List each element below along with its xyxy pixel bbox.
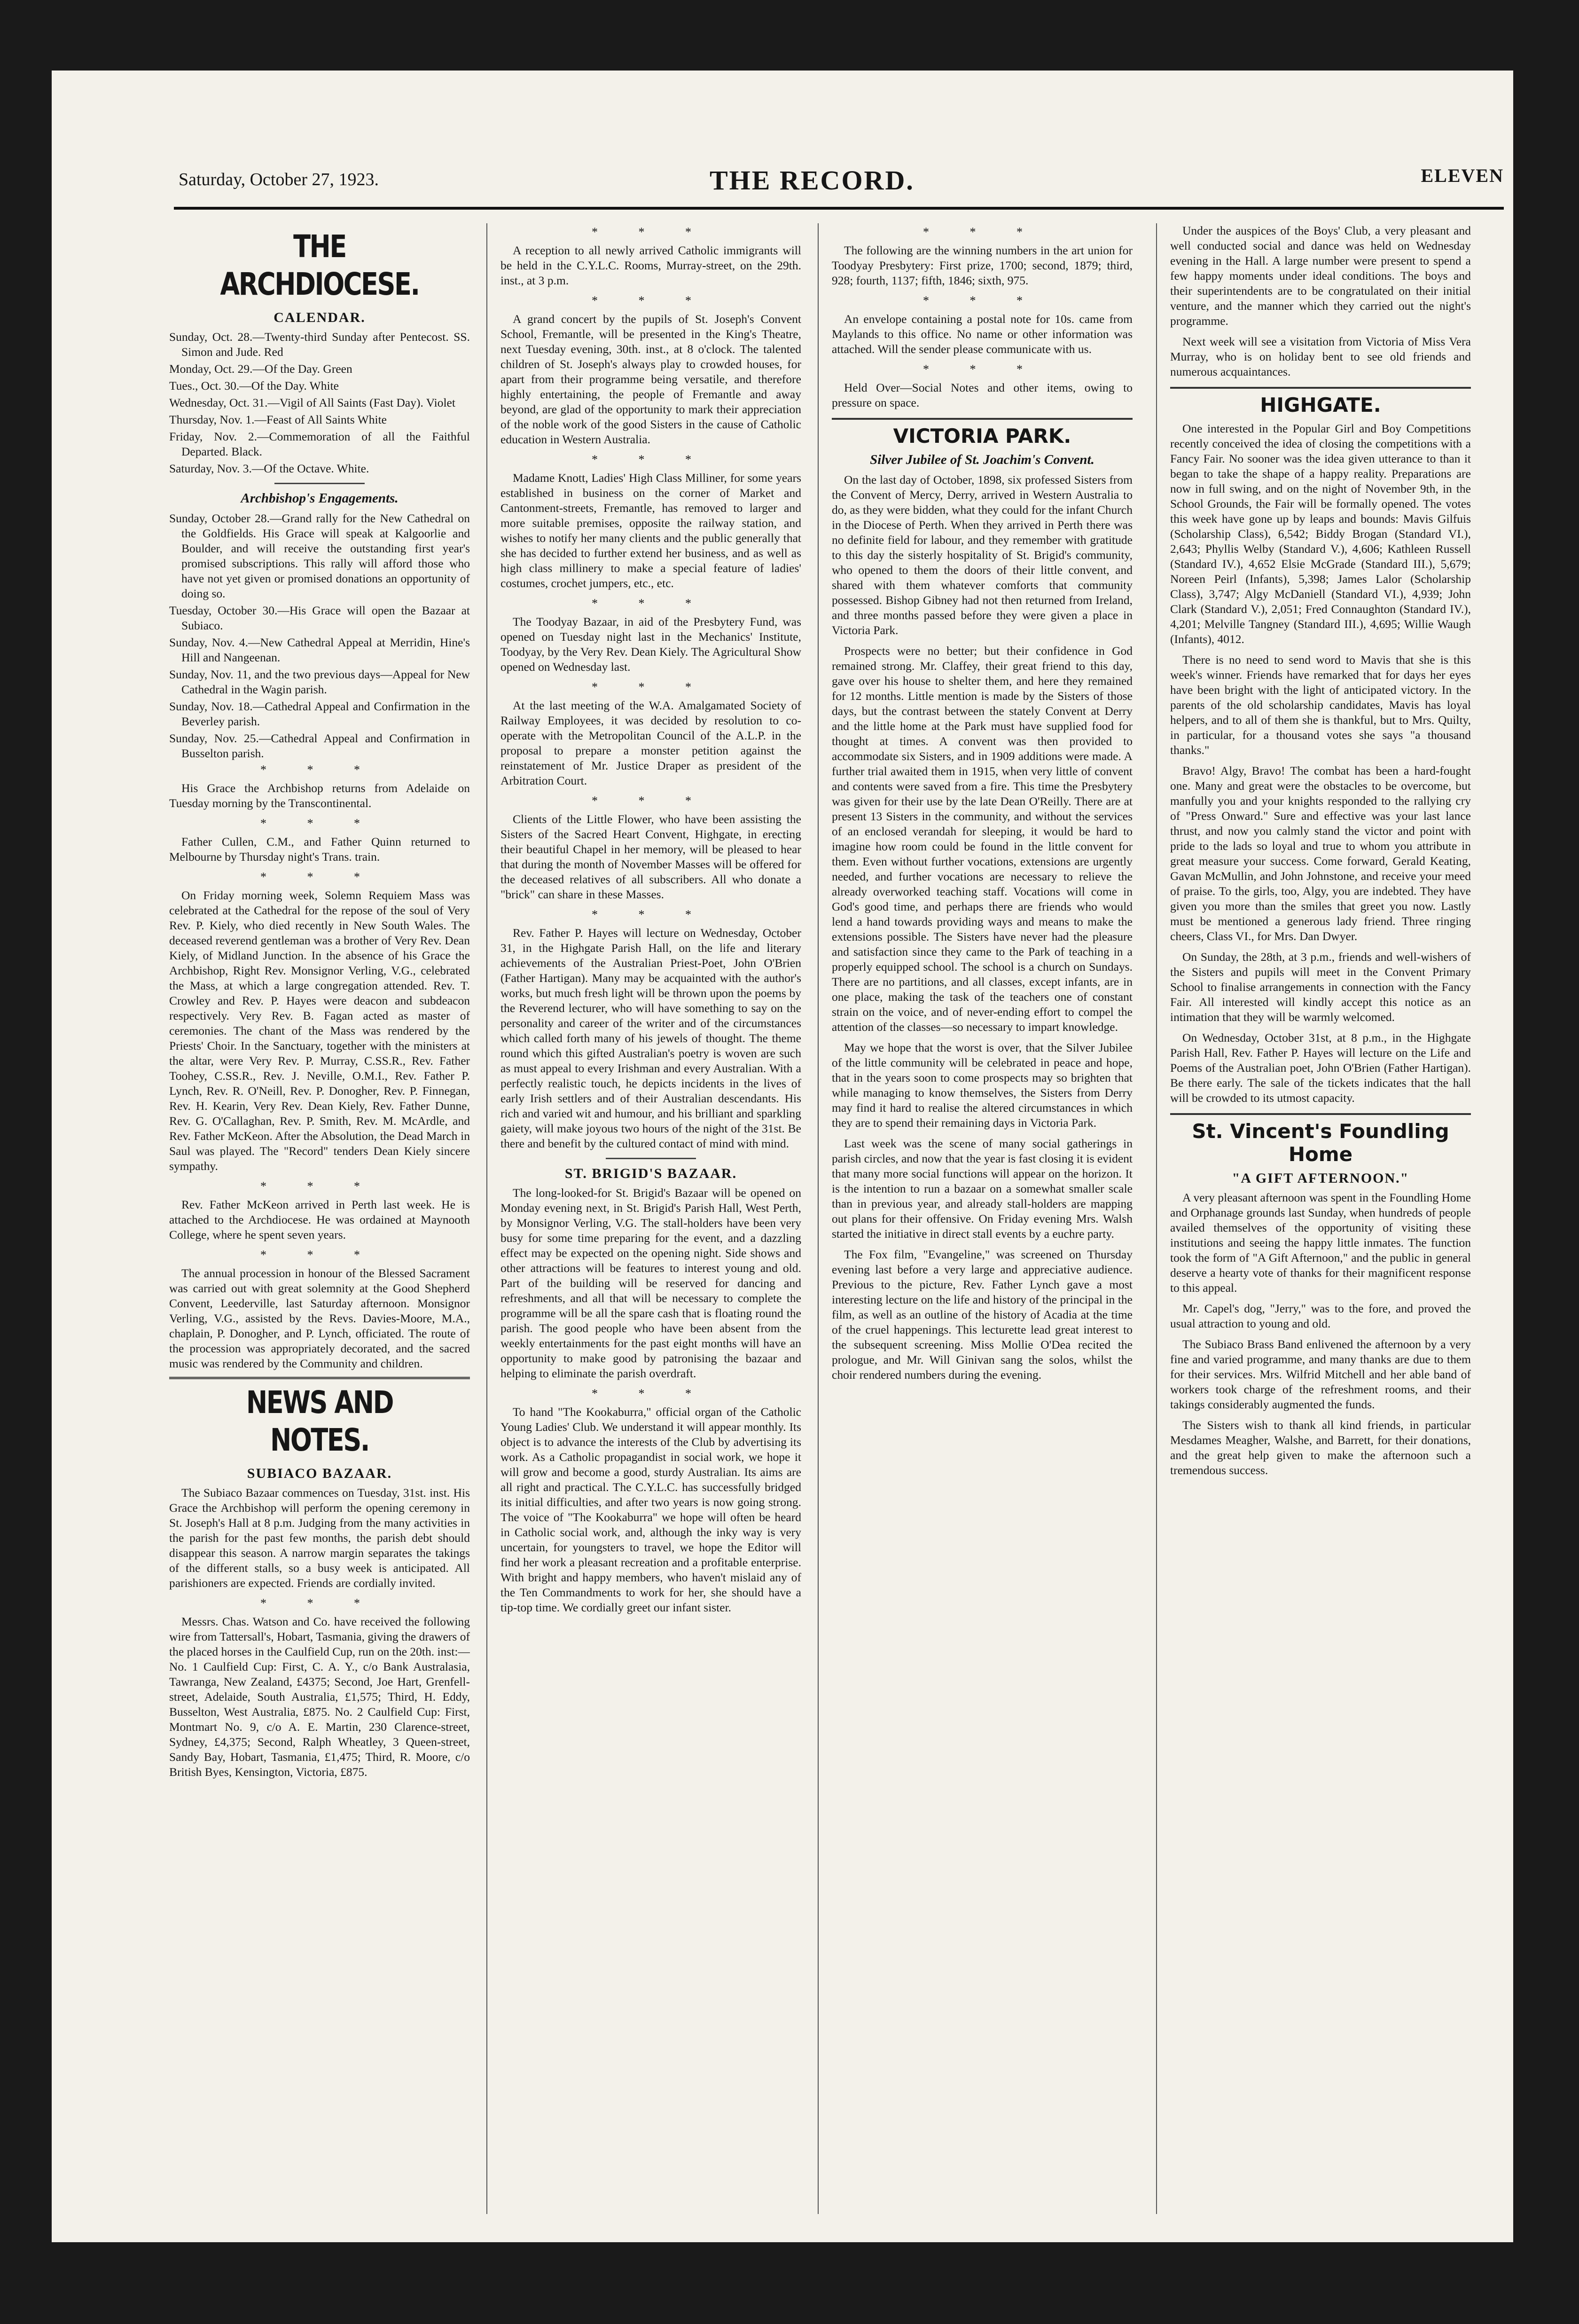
news-heading: NEWS AND NOTES. bbox=[246, 1384, 393, 1458]
newspaper-title: THE RECORD. bbox=[710, 165, 915, 196]
highgate-heading: HIGHGATE. bbox=[1170, 387, 1471, 416]
news-paragraph: Rev. Father P. Hayes will lecture on Wednesday, October 31, in the Highgate Parish Hall, on the life and literary achievements of the Australian Priest-Poet, John O'Brien (Father Hartigan). Many may be acquainted with the author's works, but much fresh light will be thrown upon the poems by the Reverend lecturer, who will have something to say on the personality and career of the writer and of the circumstances which called forth many of his jewels of thought. The theme round which this gifted Australian's poetry is woven are such as must appeal to every Irishman and every Australian. With a perfectly realistic touch, he depicts incidents in the lives of early Irish settlers and of their Australian descendants. His rich and varied wit and humour, and his brilliant and sparkling gaiety, will make joyous two hours of the night of the 31st. Be there and benefit by the cultured contact of mind with mind. bbox=[500, 926, 801, 1150]
subiaco-heading: SUBIACO BAZAAR. bbox=[247, 1466, 392, 1481]
calendar-heading: CALENDAR. bbox=[274, 310, 366, 325]
archdiocese-paragraph: On Friday morning week, Solemn Requiem Mass was celebrated at the Cathedral for the repose of the soul of Very Rev. P. Kiely, who died recently in New South Wales. The deceased reverend gentleman was a brother of Very Rev. Dean Kiely, of Midland Junction. In the absence of his Grace the Archbishop, Right Rev. Monsignor Verling, V.G., celebrated the Mass, at which a large congregation attended. Rev. T. Crowley and Rev. P. Hayes were deacon and subdeacon respectively. Very Rev. B. Fagan acted as master of ceremonies. The chant of the Mass was rendered by the Priests' Choir. In the Sanctuary, together with the ministers at the altar, were Very Rev. P. Murray, C.SS.R., Rev. Father Toohey, C.SS.R., Rev. J. Neville, O.M.I., Rev. Father P. Lynch, Rev. R. O'Neill, Rev. P. Donogher, Rev. P. Finnegan, Rev. H. Kearin, Very Rev. Dean Kiely, Rev. Father Dunne, Rev. G. O'Callaghan, Rev. P. Smith, Rev. M. McArdle, and Rev. Father McKeon. After the Absolution, the Dead March in Saul was played. The "Record" tenders Dean Kiely sincere sympathy. bbox=[169, 888, 470, 1173]
foundling-paragraph: A very pleasant afternoon was spent in the Foundling Home and Orphanage grounds last Sunday, when hundreds of people availed themselves of the opportunity of visiting these institutions and seeing the happy little inmates. The function took the form of "A Gift Afternoon," and the public in general deserve a hearty vote of thanks for their magnificent response to this appeal. bbox=[1170, 1191, 1471, 1295]
news-paragraph: The long-looked-for St. Brigid's Bazaar will be opened on Monday evening next, in St. Brigid's Parish Hall, West Perth, by Monsignor Verling, V.G. The stall-holders have been very busy for some time preparing for the event, and a dazzling effect may be expected on the opening night. Side shows and other attractions will be features to interest young and old. Part of the building will be reserved for dancing and refreshments, and all that will be necessary to complete the programme will be all the spare cash that is floating round the parish. The good people who have been absent from the weekly entertainments for the past eight months will have an opportunity to make good by patronising the bazaar and helping to eliminate the parish overdraft. bbox=[500, 1186, 801, 1380]
foundling-paragraph: The Subiaco Brass Band enlivened the afternoon by a very fine and varied programme, and many thanks are due to them for their services. Mrs. Wilfrid Mitchell and her able band of workers took charge of the refreshment rooms, and their takings considerably augmented the funds. bbox=[1170, 1337, 1471, 1411]
victoria-park-paragraph: Under the auspices of the Boys' Club, a very pleasant and well conducted social and dance was held on Wednesday evening in the Hall. A large number were present to spend a few happy moments under ideal conditions. The boys and their superintendents are to be congratulated on their initial venture, and the manner which they carried out the night's programme. bbox=[1170, 224, 1471, 328]
engagement-entry: Sunday, Nov. 25.—Cathedral Appeal and Confirmation in Busselton parish. bbox=[169, 731, 470, 760]
victoria-park-paragraph: Prospects were no better; but their confidence in God remained strong. Mr. Claffey, their great friend to this day, gave over his house to shelter them, and here they remained for 12 months. Little mention is made by the Sisters of those days, but the contrast between the stately Convent at Derry and the little home at the Park must have supplied food for thought at times. A convent was then provided to accommodate six Sisters, and in 1909 additions were made. A further trial awaited them in 1915, when very little of convent and contents were saved from a fire. This time the Presbytery was given for their use by the late Dean O'Reilly. There are at present 13 Sisters in the community, and without the services of an enclosed verandah for sleeping, it would be hard to imagine how room could be found in the little convent for them. Even without further vocations, extensions are urgently needed, and further vocations are necessary to relieve the already overworked teaching staff. Vocations will come in God's good time, and perhaps there are friends who would lend a hand towards providing ways and means to make the extensions possible. The Sisters have never had the pleasure and satisfaction since they came to the Park of teaching in a properly equipped school. The school is a church on Sundays. There are no partitions, and all classes, except infants, are in one place, making the task of the teachers one of constant strain on the voice, and of never-ending effort to compel the attention of the classes—so necessary to impart knowledge. bbox=[832, 644, 1133, 1034]
news-paragraph: The Subiaco Bazaar commences on Tuesday, 31st. inst. His Grace the Archbishop will perform the opening ceremony in St. Joseph's Hall at 8 p.m. Judging from the many activities in the parish for the past few months, the parish debt should disappear this season. A narrow margin separates the takings of the different stalls, so a busy week is anticipated. All parishioners are expected. Friends are cordially invited. bbox=[169, 1486, 470, 1590]
page-number: ELEVEN bbox=[1421, 165, 1504, 186]
news-paragraph: A grand concert by the pupils of St. Joseph's Convent School, Fremantle, will be presented in the King's Theatre, next Tuesday evening, 30th. inst., at 8 o'clock. The talented children of St. Joseph's always play to crowded houses, for apart from their programme being versatile, and therefore highly entertaining, the people of Fremantle and away beyond, are glad of the opportunity to mark their appreciation of the noble work of the good Sisters in the cause of Catholic education in Western Australia. bbox=[500, 312, 801, 446]
news-paragraph: Clients of the Little Flower, who have been assisting the Sisters of the Sacred Heart Convent, Highgate, in erecting their beautiful Chapel in her memory, will be pleased to hear that during the month of November Masses will be offered for the deceased relatives of all subscribers. All who donate a "brick" can share in these Masses. bbox=[500, 812, 801, 901]
victoria-park-heading: VICTORIA PARK. bbox=[832, 418, 1133, 448]
highgate-paragraph: Bravo! Algy, Bravo! The combat has been a hard-fought one. Many and great were the obstacles to be overcome, but manfully you and your knights responded to the rallying cry of "Press Onward." Sure and effective was your last lance thrust, and now you calmly stand the victor and point with pride to the lads so loyal and true to whom you attribute in great measure your success. Come forward, Gerald Keating, Gavan McMullin, and John Johnstone, and receive your meed of praise. To the girls, too, Algy, you are indebted. They have given you more than the smiles that greet you now. Lastly must be mentioned a generous lady friend. Three ringing cheers, Class VI., for Mrs. Dan Dwyer. bbox=[1170, 764, 1471, 943]
calendar-entry: Sunday, Oct. 28.—Twenty-third Sunday after Pentecost. SS. Simon and Jude. Red bbox=[169, 330, 470, 359]
separator-stars: * * * bbox=[260, 817, 379, 830]
separator-stars: * * * bbox=[592, 225, 710, 239]
separator-stars: * * * bbox=[923, 362, 1041, 376]
engagement-entry: Tuesday, October 30.—His Grace will open the Bazaar at Subiaco. bbox=[169, 604, 470, 632]
news-paragraph: To hand "The Kookaburra," official organ of the Catholic Young Ladies' Club. We understand it will appear monthly. Its object is to advance the interests of the Club by advertising its work. As a Catholic propagandist in social work, we hope it will grow and become a good, sturdy Australian. Its aims are all right and practical. The C.Y.L.C. has successfully bridged its initial difficulties, and after two years is now going strong. The voice of "The Kookaburra" we hope will often be heard in Catholic social work, and, although the inky way is very uncertain, for youngsters to travel, we hope the Editor will find her work a pleasant recreation and a profitable enterprise. With bright and happy members, who haven't mislaid any of the Ten Commandments to work for her, she should have a tip-top time. We cordially greet our infant sister. bbox=[500, 1405, 801, 1614]
column-divider bbox=[1156, 223, 1157, 2214]
archdiocese-paragraph: Rev. Father McKeon arrived in Perth last week. He is attached to the Archdiocese. He was ordained at Maynooth College, where he spent seven years. bbox=[169, 1198, 470, 1241]
separator-stars: * * * bbox=[592, 908, 710, 921]
calendar-entry: Friday, Nov. 2.—Commemoration of all the Faithful Departed. Black. bbox=[169, 430, 470, 458]
column-4 bbox=[1170, 223, 1471, 2223]
news-paragraph: The following are the winning numbers in the art union for Toodyay Presbytery: First prize, 1700; second, 1879; third, 928; fourth, 1137; fifth, 1846; sixth, 975. bbox=[832, 243, 1133, 287]
masthead bbox=[52, 71, 1513, 216]
separator-stars: * * * bbox=[260, 763, 379, 777]
highgate-paragraph: There is no need to send word to Mavis that she is this week's winner. Friends have remarked that for days her eyes have been bright with the light of anticipated victory. In the parents of the old scholarship candidates, Mavis has loyal helpers, and to all of them she is thankful, but to Mrs. Quilty, in particular, for a thousand votes she says "a thousand thanks." bbox=[1170, 653, 1471, 757]
calendar-entry: Thursday, Nov. 1.—Feast of All Saints White bbox=[169, 413, 387, 426]
separator-stars: * * * bbox=[923, 294, 1041, 307]
calendar-entry: Tues., Oct. 30.—Of the Day. White bbox=[169, 379, 339, 393]
news-paragraph: A reception to all newly arrived Catholic immigrants will be held in the C.Y.L.C. Rooms, Murray-street, on the 29th. inst., at 3 p.m. bbox=[500, 243, 801, 287]
column-1 bbox=[169, 223, 470, 2223]
separator-stars: * * * bbox=[592, 680, 710, 694]
foundling-heading: St. Vincent's Foundling Home bbox=[1170, 1113, 1471, 1166]
news-paragraph: Messrs. Chas. Watson and Co. have received the following wire from Tattersall's, Hobart, Tasmania, giving the drawers of the placed horses in the Caulfield Cup, run on the 20th. inst:— No. 1 Caulfield Cup: First, C. A. Y., c/o Bank Australasia, Tawranga, New Zealand, £4375; Second, Joe Hart, Grenfell-street, Adelaide, South Australia, £1,575; Third, H. Eddy, Busselton, West Australia, £875. No. 2 Caulfield Cup: First, Montmart No. 9, c/o A. E. Martin, 230 Clarence-street, Sydney, £4,375; Second, Ralph Wheatley, 3 Queen-street, Sandy Bay, Hobart, Tasmania, £1,475; Third, R. Moore, c/o British Byes, Kensington, Victoria, £875. bbox=[169, 1615, 470, 1779]
column-2 bbox=[500, 223, 801, 2223]
news-paragraph: Held Over—Social Notes and other items, owing to pressure on space. bbox=[832, 381, 1133, 409]
column-divider bbox=[486, 223, 487, 2214]
victoria-park-paragraph: On the last day of October, 1898, six professed Sisters from the Convent of Mercy, Derry, arrived in Western Australia to do, as they were bidden, what they could for the infant Church in the Diocese of Perth. When they arrived in Perth there was no definite field for labour, and they remember with gratitude to this day the sisterly hospitality of St. Brigid's community, who opened to them the doors of their little convent, and shared with them whatever comforts that community possessed. Bishop Gibney had not then returned from Ireland, and three months passed before they were given a place in Victoria Park. bbox=[832, 473, 1133, 637]
engagement-entry: Sunday, Nov. 11, and the two previous days—Appeal for New Cathedral in the Wagin parish. bbox=[169, 667, 470, 696]
archdiocese-paragraph: The annual procession in honour of the Blessed Sacrament was carried out with great solemnity at the Good Shepherd Convent, Leederville, last Saturday afternoon. Monsignor Verling, V.G., assisted by the Revs. Davies-Moore, M.A., chaplain, P. Donogher, and P. Lynch, officiated. The route of the procession was appropriately decorated, and the sacred music was rendered by the Community and children. bbox=[169, 1266, 470, 1370]
separator-stars: * * * bbox=[260, 870, 379, 884]
brigid-heading: ST. BRIGID'S BAZAAR. bbox=[564, 1166, 737, 1181]
separator-stars: * * * bbox=[592, 794, 710, 808]
separator-stars: * * * bbox=[592, 294, 710, 307]
newspaper-page bbox=[52, 71, 1513, 2242]
victoria-park-paragraph: Last week was the scene of many social gatherings in parish circles, and now that the year is fast closing it is evident that many more social functions will appear on the horizon. It is the intention to run a bazaar on a somewhat smaller scale than in previous year, and already stall-holders are mapping out plans for their offensive. On Friday evening Mrs. Walsh started the initiative in direct stall events by a euchre party. bbox=[832, 1137, 1133, 1241]
section-rule bbox=[274, 483, 365, 484]
separator-stars: * * * bbox=[592, 1387, 710, 1400]
section-rule bbox=[169, 1377, 470, 1379]
section-rule bbox=[606, 1158, 696, 1159]
foundling-paragraph: The Sisters wish to thank all kind friends, in particular Mesdames Meagher, Walshe, and Barrett, for their donations, and the great help given to make the afternoon such a tremendous success. bbox=[1170, 1418, 1471, 1477]
calendar-entry: Monday, Oct. 29.—Of the Day. Green bbox=[169, 362, 352, 376]
victoria-park-paragraph: Next week will see a visitation from Victoria of Miss Vera Murray, who is on holiday bent to see old friends and numerous acquaintances. bbox=[1170, 335, 1471, 378]
foundling-subheading: "A GIFT AFTERNOON." bbox=[1232, 1170, 1409, 1186]
victoria-park-paragraph: The Fox film, "Evangeline," was screened on Thursday evening last before a very large and appreciative audience. Previous to the picture, Rev. Father Lynch gave a most interesting lecture on the life and history of the principal in the film, as well as an outline of the history of Acadia at the time of the cruel happenings. This lecturette lead great interest to the subsequent screening. Miss Mollie O'Dea recited the prologue, and Mr. Will Ginivan sang the solos, whilst the choir rendered numbers during the evening. bbox=[832, 1248, 1133, 1382]
archdiocese-heading: THE ARCHDIOCESE. bbox=[220, 228, 419, 302]
news-paragraph: At the last meeting of the W.A. Amalgamated Society of Railway Employees, it was decided by resolution to co-operate with the Metropolitan Council of the A.L.P. in the proposal to prepare a monster petition against the reinstatement of Mr. Justice Draper as president of the Arbitration Court. bbox=[500, 699, 801, 787]
highgate-paragraph: On Wednesday, October 31st, at 8 p.m., in the Highgate Parish Hall, Rev. Father P. Hayes will lecture on the Life and Poems of the Australian poet, John O'Brien (Father Hartigan). Be there early. The sale of the tickets indicates that the hall will be crowded to its utmost capacity. bbox=[1170, 1031, 1471, 1105]
archdiocese-paragraph: His Grace the Archbishop returns from Adelaide on Tuesday morning by the Transcontinental. bbox=[169, 781, 470, 810]
masthead-rule bbox=[174, 207, 1504, 210]
separator-stars: * * * bbox=[260, 1179, 379, 1193]
engagements-heading: Archbishop's Engagements. bbox=[241, 491, 399, 506]
archdiocese-paragraph: Father Cullen, C.M., and Father Quinn returned to Melbourne by Thursday night's Trans. train. bbox=[169, 835, 470, 864]
column-divider bbox=[818, 223, 819, 2214]
separator-stars: * * * bbox=[260, 1596, 379, 1610]
separator-stars: * * * bbox=[923, 225, 1041, 239]
victoria-park-paragraph: May we hope that the worst is over, that the Silver Jubilee of the little community will be celebrated in peace and hope, that in the years soon to come prospects may so brighten that while managing to know themselves, the Sisters from Derry may find it hard to realise the altered circumstances in which they are to spend their remaining days in Victoria Park. bbox=[832, 1041, 1133, 1130]
highgate-paragraph: On Sunday, the 28th, at 3 p.m., friends and well-wishers of the Sisters and pupils will meet in the Convent Primary School to finalise arrangements in connection with the Fancy Fair. All interested will kindly accept this notice as an intimation that they will be warmly welcomed. bbox=[1170, 950, 1471, 1024]
calendar-entry: Wednesday, Oct. 31.—Vigil of All Saints (Fast Day). Violet bbox=[169, 396, 455, 409]
highgate-paragraph: One interested in the Popular Girl and Boy Competitions recently conceived the idea of closing the competitions with a Fancy Fair. No sooner was the idea given utterance to than it began to take the shape of a happy reality. Preparations are now in full swing, and on the night of November 9th, in the School Grounds, the Fair will be formally opened. The votes this week have gone up by leaps and bounds: Mavis Gilfuis (Scholarship Class), 6,542; Biddy Brogan (Standard VI.), 2,643; Phyllis Welby (Standard V.), 4,606; Kathleen Russell (Standard IV.), 4,652 Elsie McGrade (Standard III.), 5,679; Noreen Peirl (Infants), 5,398; James Lalor (Scholarship Class), 3,747; Algy McDaniell (Standard VI.), 4,939; John Clark (Standard V.), 2,051; Fred Connaughton (Standard IV.), 4,201; Melville Tangney (Standard III.), 4,695; Willie Waugh (Infants), 4012. bbox=[1170, 422, 1471, 646]
news-paragraph: An envelope containing a postal note for 10s. came from Maylands to this office. No name or other information was attached. Will the sender please communicate with us. bbox=[832, 312, 1133, 356]
separator-stars: * * * bbox=[260, 1248, 379, 1262]
engagement-entry: Sunday, October 28.—Grand rally for the New Cathedral on the Goldfields. His Grace will speak at Kalgoorlie and Boulder, and will receive the outstanding first year's promised subscriptions. This rally will afford those who have not yet given or promised donations an opportunity of doing so. bbox=[169, 511, 470, 600]
issue-date: Saturday, October 27, 1923. bbox=[179, 170, 379, 189]
calendar-entry: Saturday, Nov. 3.—Of the Octave. White. bbox=[169, 462, 369, 475]
engagement-entry: Sunday, Nov. 4.—New Cathedral Appeal at Merridin, Hine's Hill and Nangeenan. bbox=[169, 636, 470, 664]
separator-stars: * * * bbox=[592, 597, 710, 610]
separator-stars: * * * bbox=[592, 453, 710, 466]
news-paragraph: Madame Knott, Ladies' High Class Milliner, for some years established in business on the corner of Market and Cantonment-streets, Fremantle, has removed to larger and more suitable premises, opposite the railway station, and wishes to notify her many clients and the public generally that she has decided to further extend her business, and as well as high class millinery to make a special feature of ladies' costumes, crochet jumpers, etc., etc. bbox=[500, 471, 801, 590]
foundling-paragraph: Mr. Capel's dog, "Jerry," was to the fore, and proved the usual attraction to young and old. bbox=[1170, 1302, 1471, 1330]
victoria-park-subheading: Silver Jubilee of St. Joachim's Convent. bbox=[870, 452, 1094, 467]
news-paragraph: The Toodyay Bazaar, in aid of the Presbytery Fund, was opened on Tuesday night last in the Mechanics' Institute, Toodyay, by the Very Rev. Dean Kiely. The Agricultural Show opened on Wednesday last. bbox=[500, 615, 801, 674]
engagement-entry: Sunday, Nov. 18.—Cathedral Appeal and Confirmation in the Beverley parish. bbox=[169, 699, 470, 728]
column-3 bbox=[832, 223, 1133, 2223]
